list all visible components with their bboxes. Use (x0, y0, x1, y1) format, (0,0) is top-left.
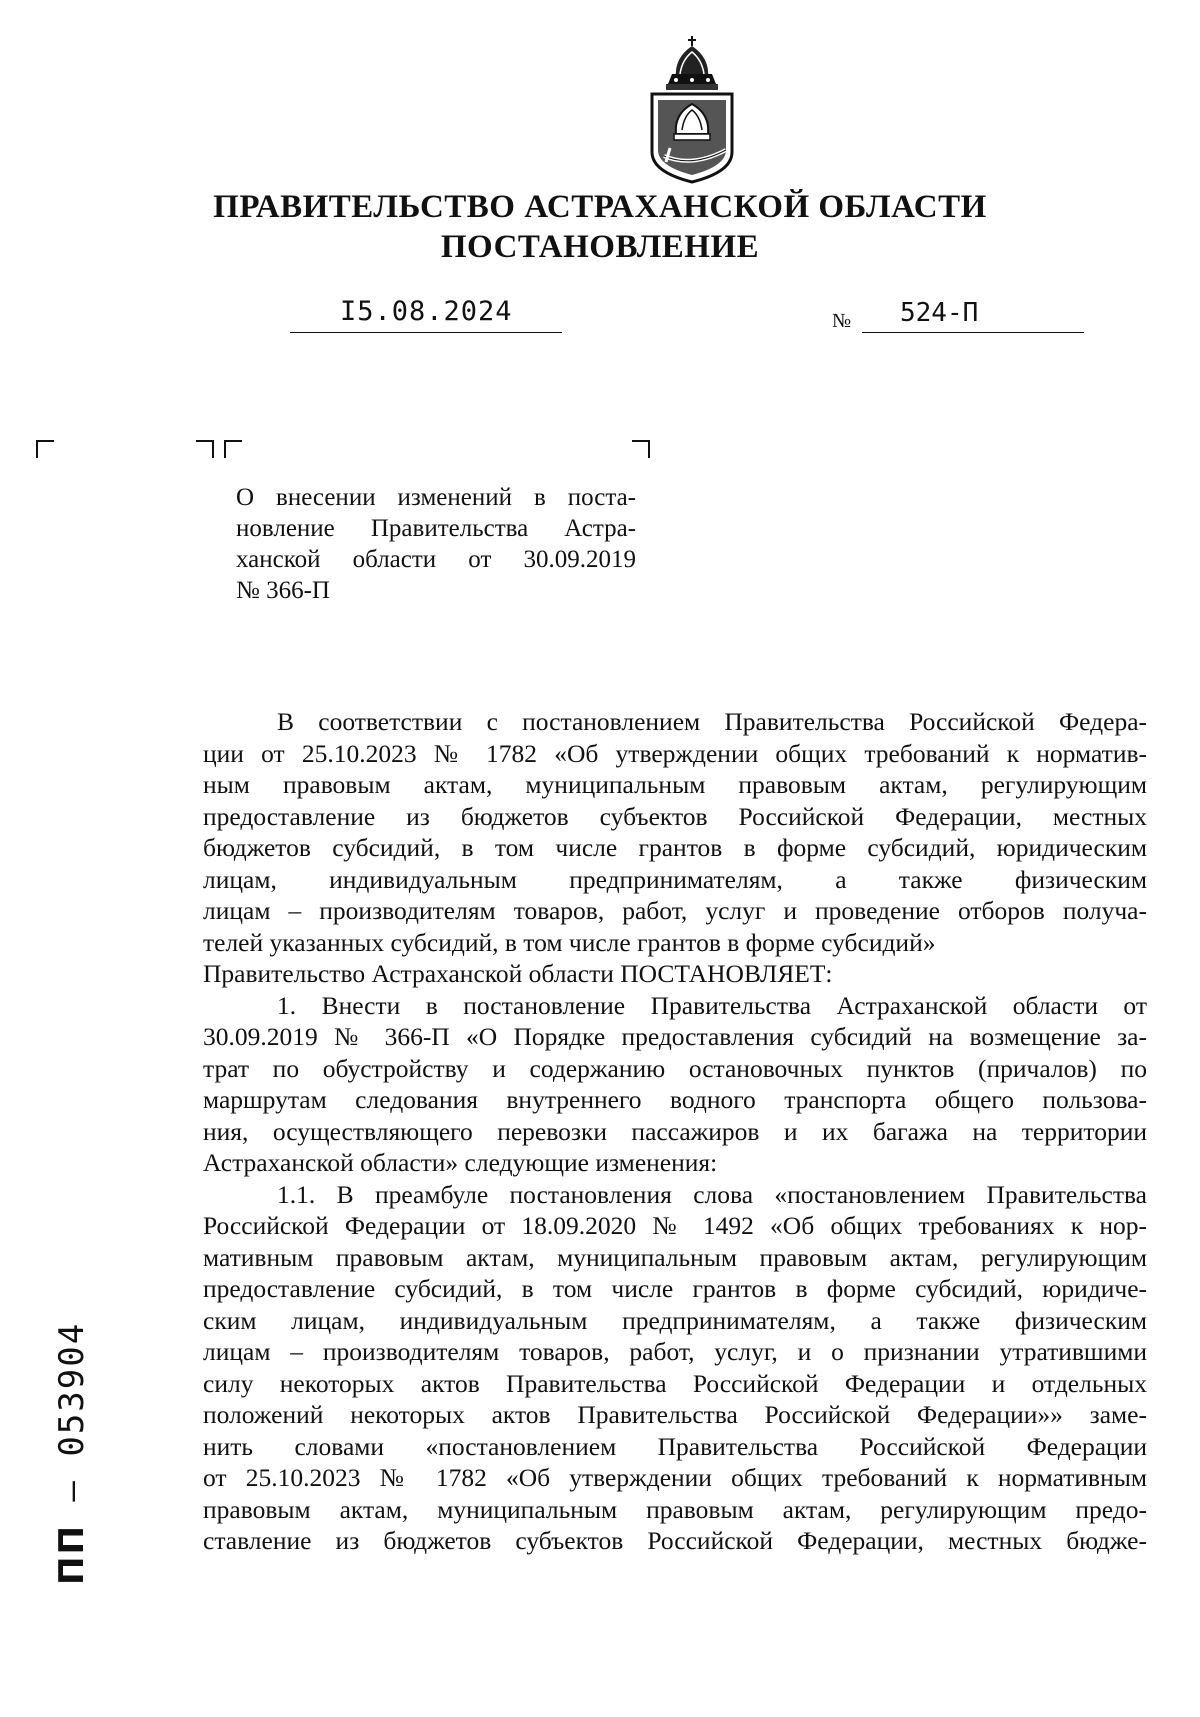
body-line: Правительство Астраханской области ПОСТАНОВЛЯЕТ: (203, 959, 833, 988)
body-line: мативным правовым актам, муниципальным правовым актам, регулирующим (203, 1242, 1147, 1272)
document-type: ПОСТАНОВЛЕНИЕ (440, 229, 760, 265)
subject-line: О внесении изменений в поста- (236, 484, 636, 511)
date-field (290, 296, 562, 333)
body-line: ным правовым актам, муниципальным правовым актам, регулирующим (203, 770, 1147, 799)
form-dash: – (52, 1456, 92, 1525)
body-line: трат по обустройству и содержанию остановочных пунктов (причалов) по (203, 1053, 1147, 1083)
form-number: 053904 (52, 1321, 92, 1457)
subject-line: № 366-П (236, 577, 330, 604)
body-line: ставление из бюджетов субъектов Российской Федерации, местных бюдже- (203, 1526, 1147, 1555)
body-line: нить словами «постановлением Правительства Российской Федерации (203, 1431, 1147, 1461)
body-line: лицам – производителям товаров, работ, услуг, и о признании утратившими (203, 1337, 1147, 1366)
document-date: I5.08.2024 (340, 296, 513, 327)
document-subject (236, 482, 636, 606)
body-line: Астраханской области» следующие изменения: (203, 1148, 718, 1177)
body-line: силу некоторых актов Правительства Российской Федерации и отдельных (203, 1368, 1147, 1398)
corner-bracket-top-left (36, 440, 54, 458)
body-line: лицам – производителям товаров, работ, услуг и проведение отборов получа- (203, 896, 1147, 925)
form-series: ПП (52, 1524, 92, 1585)
body-line: ции от 25.10.2023 № 1782 «Об утверждении общих требований к норматив- (203, 738, 1147, 768)
subject-line: ханской области от 30.09.2019 (236, 546, 636, 573)
number-sign: № (832, 310, 852, 332)
body-line: положений некоторых актов Правительства Российской Федерации»» заме- (203, 1400, 1147, 1429)
body-line: ским лицам, индивидуальным предпринимателям, а также физическим (203, 1305, 1147, 1335)
body-line: ния, осуществляющего перевозки пассажиров и их багажа на территории (203, 1116, 1147, 1146)
body-line: телей указанных субсидий, в том числе грантов в форме субсидий» (203, 927, 936, 957)
body-line: 30.09.2019 № 366-П «О Порядке предоставления субсидий на возмещение за- (203, 1022, 1147, 1051)
subject-line: новление Правительства Астра- (236, 515, 636, 542)
corner-bracket-top-right (632, 440, 650, 458)
number-field (862, 296, 1084, 333)
body-line: маршрутам следования внутреннего водного транспорта общего пользова- (203, 1085, 1147, 1114)
body-line: В соответствии с постановлением Правительства Российской Федера- (277, 707, 1147, 736)
body-line: правовым актам, муниципальным правовым актам, регулирующим предо- (203, 1494, 1147, 1524)
corner-bracket-top-right (196, 440, 214, 458)
body-line: бюджетов субсидий, в том числе грантов в форме субсидий, юридическим (203, 833, 1147, 862)
body-line: предоставление субсидий, в том числе грантов в форме субсидий, юридиче- (203, 1274, 1147, 1303)
body-line: лицам, индивидуальным предпринимателям, а также физическим (203, 864, 1147, 894)
body-line: предоставление из бюджетов субъектов Российской Федерации, местных (203, 801, 1147, 831)
body-line: Российской Федерации от 18.09.2020 № 1492 «Об общих требованиях к нор- (203, 1211, 1147, 1240)
document-body (203, 706, 1147, 1557)
body-line: от 25.10.2023 № 1782 «Об утверждении общих требований к нормативным (203, 1463, 1147, 1492)
government-title: ПРАВИТЕЛЬСТВО АСТРАХАНСКОЙ ОБЛАСТИ (213, 189, 987, 225)
document-number: 524-П (900, 298, 979, 328)
corner-bracket-top-left (224, 440, 242, 458)
body-line: 1. Внести в постановление Правительства Астраханской области от (277, 990, 1147, 1020)
body-line: 1.1. В преамбуле постановления слова «постановлением Правительства (277, 1179, 1147, 1209)
coat-of-arms-emblem (646, 34, 738, 186)
